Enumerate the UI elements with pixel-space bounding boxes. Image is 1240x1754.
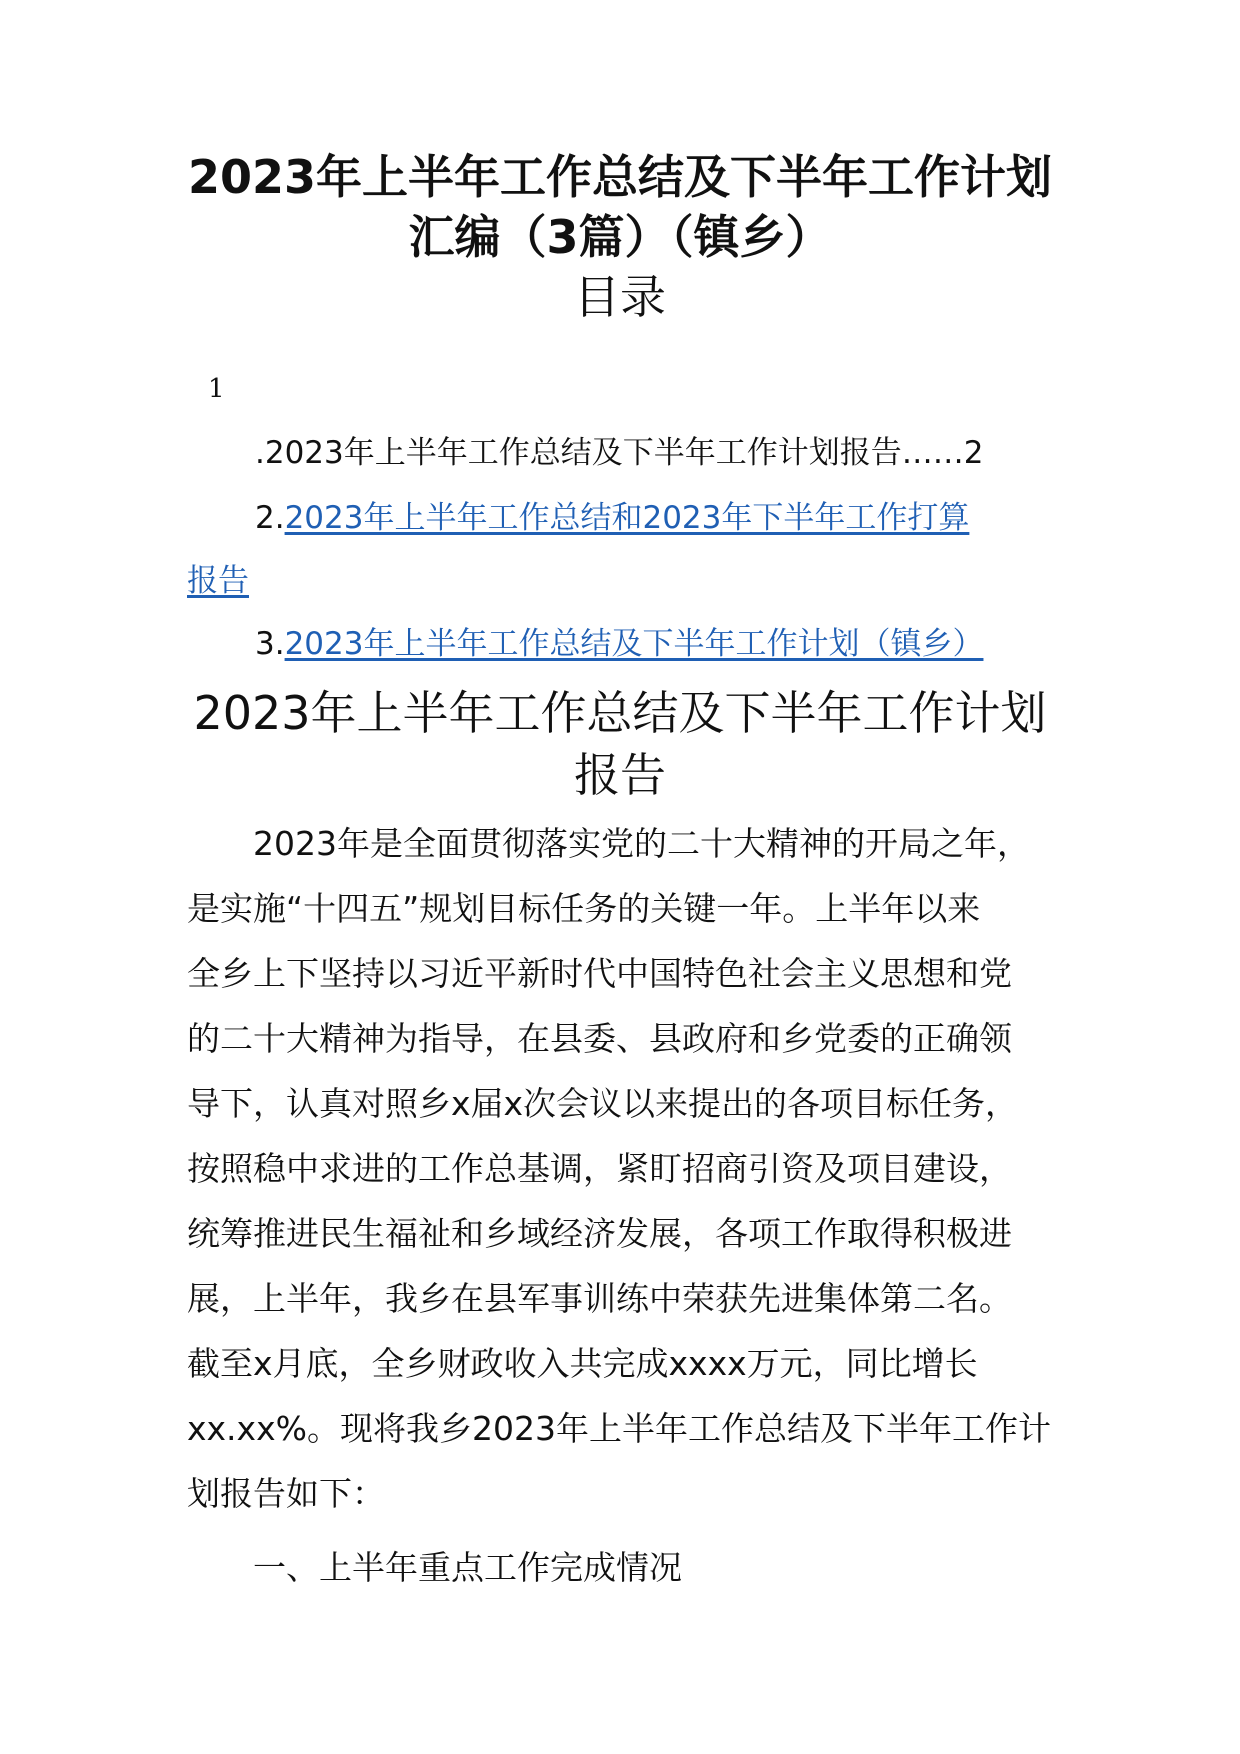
toc-heading: 目录 bbox=[574, 270, 666, 324]
document-title-line-2: 汇编（3篇）（镇乡） bbox=[408, 210, 832, 264]
paragraph-line-7: 统筹推进民生福祉和乡域经济发展，各项工作取得积极进 bbox=[187, 1214, 1012, 1253]
toc-item-1: .2023年上半年工作总结及下半年工作计划报告……2 bbox=[255, 435, 984, 471]
toc-marker: 1 bbox=[208, 374, 225, 404]
paragraph-line-11: 划报告如下： bbox=[187, 1474, 385, 1513]
toc-item-2-link-continuation[interactable]: 报告 bbox=[187, 563, 249, 599]
toc-item-3 bbox=[255, 626, 984, 662]
section-title-line-1: 2023年上半年工作总结及下半年工作计划 bbox=[193, 686, 1047, 740]
toc-item-3-link[interactable]: 2023年上半年工作总结及下半年工作计划（镇乡） bbox=[284, 626, 984, 662]
paragraph-line-10: xx.xx%。现将我乡2023年上半年工作总结及下半年工作计 bbox=[187, 1409, 1051, 1448]
toc-item-2-prefix: 2. bbox=[255, 500, 285, 536]
paragraph-line-1: 2023年是全面贯彻落实党的二十大精神的开局之年， bbox=[253, 824, 1030, 863]
paragraph-line-6: 按照稳中求进的工作总基调，紧盯招商引资及项目建设， bbox=[187, 1149, 1012, 1188]
toc-item-2 bbox=[255, 500, 970, 536]
paragraph-line-5: 导下，认真对照乡x届x次会议以来提出的各项目标任务， bbox=[187, 1084, 1019, 1123]
toc-item-2-link[interactable]: 2023年上半年工作总结和2023年下半年工作打算 bbox=[284, 500, 970, 536]
paragraph-line-2: 是实施“十四五”规划目标任务的关键一年。上半年以来 bbox=[187, 889, 981, 928]
section-title-line-2: 报告 bbox=[574, 748, 666, 802]
toc-item-3-prefix: 3. bbox=[255, 626, 285, 662]
document-title-line-1: 2023年上半年工作总结及下半年工作计划 bbox=[187, 150, 1053, 204]
heading-section-1: 一、上半年重点工作完成情况 bbox=[253, 1548, 682, 1587]
toc-item-2-continuation bbox=[187, 563, 249, 599]
paragraph-line-9: 截至x月底，全乡财政收入共完成xxxx万元，同比增长 bbox=[187, 1344, 978, 1383]
paragraph-line-4: 的二十大精神为指导，在县委、县政府和乡党委的正确领 bbox=[187, 1019, 1012, 1058]
paragraph-line-8: 展，上半年，我乡在县军事训练中荣获先进集体第二名。 bbox=[187, 1279, 1012, 1318]
paragraph-line-3: 全乡上下坚持以习近平新时代中国特色社会主义思想和党 bbox=[187, 954, 1012, 993]
